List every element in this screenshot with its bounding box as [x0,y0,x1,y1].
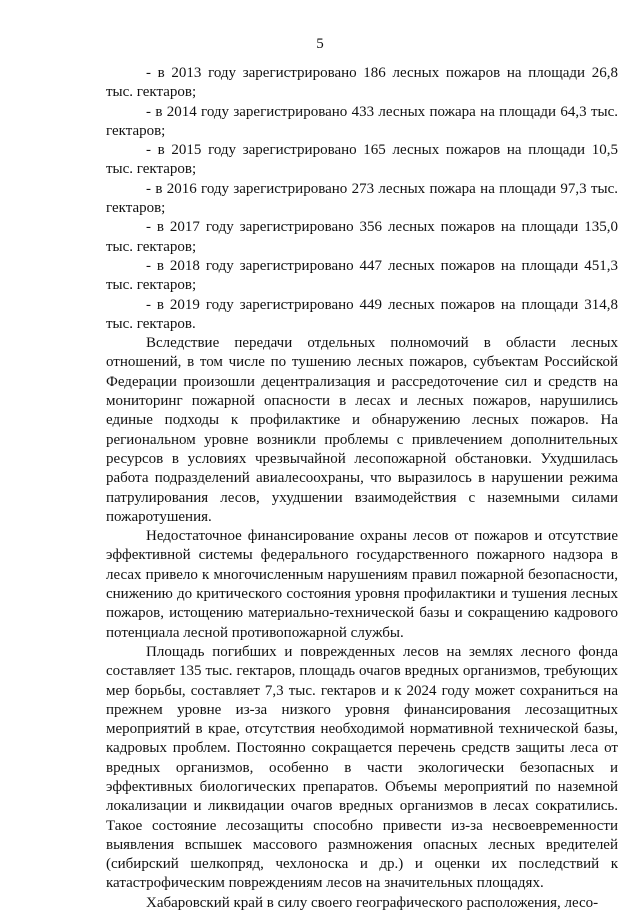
body-paragraph: Вследствие передачи отдельных полномочий в области лесных отношений, в том числе по тушению лесных пожаров, субъектам Российской Федерации произошли децентрализация и рассредоточение сил и средств на мониторинг пожарной опасности в лесах и лесных пожаров, нарушились единые подходы к профилактике и обнаружению лесных пожаров. На региональном уровне возникли проблемы с привлечением дополнительных ресурсов в условиях чрезвычайной лесопожарной обстановки. Ухудшилась работа подразделений авиалесоохраны, что выразилось в нарушении режима патрулирования лесов, ухудшении взаимодействия с наземными силами пожаротушения. [106,335,618,525]
fire-list-item: - в 2018 году зарегистрировано 447 лесных пожаров на площади 451,3 тыс. гектаров; [106,257,618,294]
fire-list-item: - в 2014 году зарегистрировано 433 лесных пожара на площади 64,3 тыс. гектаров; [106,103,618,139]
body-paragraph: Недостаточное финансирование охраны лесов от пожаров и отсутствие эффективной системы федерального государственного пожарного надзора в лесах привело к многочисленным нарушениям правил пожарной безопасности, снижению до критического состояния уровня профилактики и тушения лесных пожаров, истощению материально-технической базы и сокращению кадрового потенциала лесной противопожарной службы. [106,528,618,641]
body-paragraph: Хабаровский край в силу своего географического расположения, лесо- [146,894,599,911]
page-number: 5 [316,36,324,52]
document-body [106,64,618,913]
body-paragraph: Площадь погибших и поврежденных лесов на землях лесного фонда составляет 135 тыс. гектаров, площадь очагов вредных организмов, требующих мер борьбы, составляет 7,3 тыс. гектаров и к 2024 году может сохраниться на прежнем уровне из-за низкого уровня финансирования лесозащитных мероприятий в крае, отсутствия необходимой нормативной технической базы, кадровых проблем. Постоянно сокращается перечень средств защиты леса от вредных организмов, особенно в части экологически безопасных и эффективных биологических препаратов. Объемы мероприятий по наземной локализации и ликвидации очагов вредных организмов в лесах сократились. Такое состояние лесозащиты способно привести из-за несвоевременности выявления вспышек массового размножения опасных лесных вредителей (сибирский шелкопряд, чехлоноска и др.) и оценки их последствий к катастрофическим повреждениям лесов на значительных площадях. [106,643,618,892]
fire-list-item: - в 2017 году зарегистрировано 356 лесных пожаров на площади 135,0 тыс. гектаров; [106,219,618,255]
fire-list-item: - в 2016 году зарегистрировано 273 лесных пожара на площади 97,3 тыс. гектаров; [106,180,618,217]
fire-list-item: - в 2019 году зарегистрировано 449 лесных пожаров на площади 314,8 тыс. гектаров. [106,296,618,332]
fire-list-item: - в 2015 году зарегистрировано 165 лесных пожаров на площади 10,5 тыс. гектаров; [106,142,618,178]
fire-list-item: - в 2013 году зарегистрировано 186 лесных пожаров на площади 26,8 тыс. гектаров; [106,65,618,101]
